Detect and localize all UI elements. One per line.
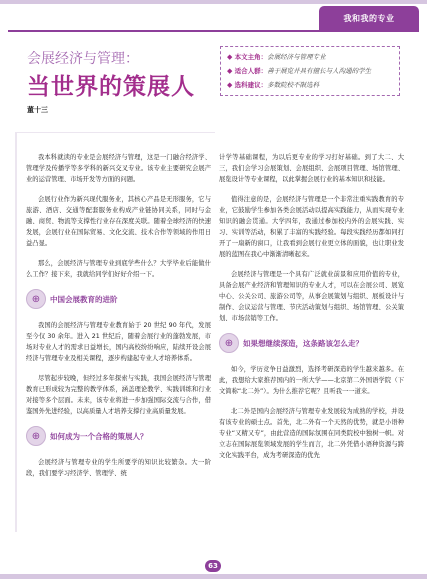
section-heading (26, 289, 211, 311)
decorative-frame-line (15, 132, 17, 532)
globe-icon: ⊕ (26, 289, 46, 309)
article-title: 当世界的策展人 (27, 74, 195, 100)
left-column (26, 152, 211, 488)
paragraph: 计学等基础课程，为以后更专业的学习打好基础。到了大二、大三，我们会学习会展策划、会展组织、会展项目管理、场馆管理、展览设计等专业课程，以此掌握会展行业的基本知识和技能。 (219, 154, 404, 183)
info-row-subject (227, 50, 393, 64)
paragraph: 会展经济与管理专业的学生所要学的知识比较繁杂。大一阶段，我们要学习经济学、管理学、统 (26, 459, 211, 477)
section-tab (319, 6, 419, 30)
globe-icon: ⊕ (26, 426, 46, 446)
section-heading-text: 如何成为一个合格的策展人？ (50, 432, 148, 441)
section-tab-label: 我和我的专业 (343, 12, 395, 23)
paragraph: 会展经济与管理是一个具有广泛就业前景和应用价值的专业，具备会展产业经济和管理知识的专业人才，可以在会展公司、展览中心、公关公司、旅游公司等，从事会展策划与组织、展板设计与制作、会议运营与管理、节庆活动策划与组织、场馆管理、公关策划、市场营销等工作。 (219, 271, 404, 322)
info-row-subjects (227, 78, 393, 92)
section-heading (219, 333, 404, 355)
info-value: 善于展览并具有擅长与人沟通的学生 (267, 67, 372, 75)
globe-icon: ⊕ (219, 333, 239, 353)
bottom-decoration-bar (0, 574, 427, 579)
paragraph: 那么，会展经济与管理专业到底学些什么？大学毕业后能做什么工作？接下来，我就给同学们好好介绍一下。 (26, 260, 211, 278)
top-decoration-bar (0, 0, 427, 4)
section-heading (26, 426, 211, 448)
paragraph: 尽管起步较晚，但经过多年探索与实践，我国会展经济与管理教育已形成较为完整的教学体系，涵盖理论教学、实践训练和行业对接等多个层面。未来，该专业将进一步加强国际交流与合作，借鉴国外先进经验，以高质量人才培养支撑行业高质量发展。 (26, 375, 211, 415)
section-heading-text: 如果想继续深造，这条路该怎么走？ (243, 339, 363, 348)
article-author: 董十三 (27, 106, 48, 114)
paragraph: 如今，学历竞争日益激烈，选择考研深造的学生越来越多。在此，我想给大家推荐国内的一所大学——北京第二外国语学院（下文简称“北二外”）。为什么推荐它呢？且听我一一道来。 (219, 366, 404, 395)
info-label: 适合人群： (234, 67, 268, 75)
info-label: 选科建议： (234, 81, 268, 89)
paragraph: 会展行业作为新兴现代服务业，其核心产品是无形服务，它与旅游、酒店、交通等配套服务业构成产业链协同关系，同时与金融、商贸、物流等支撑性行业存在深度关联。随着全球经济的快速发展，会展行业在国际贸易、文化交流、技术合作等领域的作用日益凸显。 (26, 196, 211, 247)
right-column (219, 152, 404, 470)
bullet-icon: ◆ (227, 67, 235, 75)
info-row-audience (227, 64, 393, 78)
info-value: 会展经济与管理专业 (267, 53, 326, 61)
bullet-icon: ◆ (227, 81, 235, 89)
info-label: 本文主角： (234, 53, 268, 61)
section-heading-text: 中国会展教育的进阶 (50, 295, 118, 304)
paragraph: 我国的会展经济与管理专业教育始于 20 世纪 90 年代，发展至今仅 30 余年。进入 21 世纪后，随着会展行业的蓬勃发展，市场对专业人才的需求日益增长，国内高校纷纷响应，陆续开设会展经济与管理专业及相关课程，逐步构建起专业人才培养体系。 (26, 322, 211, 362)
paragraph: 北二外是国内会展经济与管理专业发展较为成熟的学校，并设有该专业的硕士点。首先，北二外有一个天然的优势，就是小语种专业“又精又专”，由此营造的国际氛围在同类院校中独树一帜。对立志在国际展览领域发展的学生而言，北二外凭借小语种资源与跨文化实践平台，成为考研深造的优先 (219, 408, 404, 459)
paragraph: 我本科就读的专业是会展经济与管理，这是一门融合经济学、管理学及传播学等多学科的新兴交叉专业。该专业主要研究会展产业的运营管理、市场开发等方面的问题。 (26, 154, 211, 183)
page-number: 63 (205, 560, 221, 572)
article-info-box (220, 46, 400, 96)
decorative-frame-line (15, 132, 215, 133)
paragraph: 值得注意的是，会展经济与管理是一个非常注重实践教育的专业，它鼓励学生参加各类会展活动以提高实践能力，从而实现专业知识的融会贯通。大学四年，我通过参加校内外的会展实践、实习、实训等活动，积累了丰富的实践经验。每段实践经历都如同打开了一扇新的窗口，让我看到会展行业更立体的面貌，也让职业发展的蓝图在我心中渐渐清晰起来。 (219, 196, 404, 258)
header-rule (8, 30, 419, 32)
article-subtitle: 会展经济与管理： (27, 51, 139, 67)
info-value: 多数院校不限选科 (267, 81, 320, 89)
bullet-icon: ◆ (227, 53, 235, 61)
